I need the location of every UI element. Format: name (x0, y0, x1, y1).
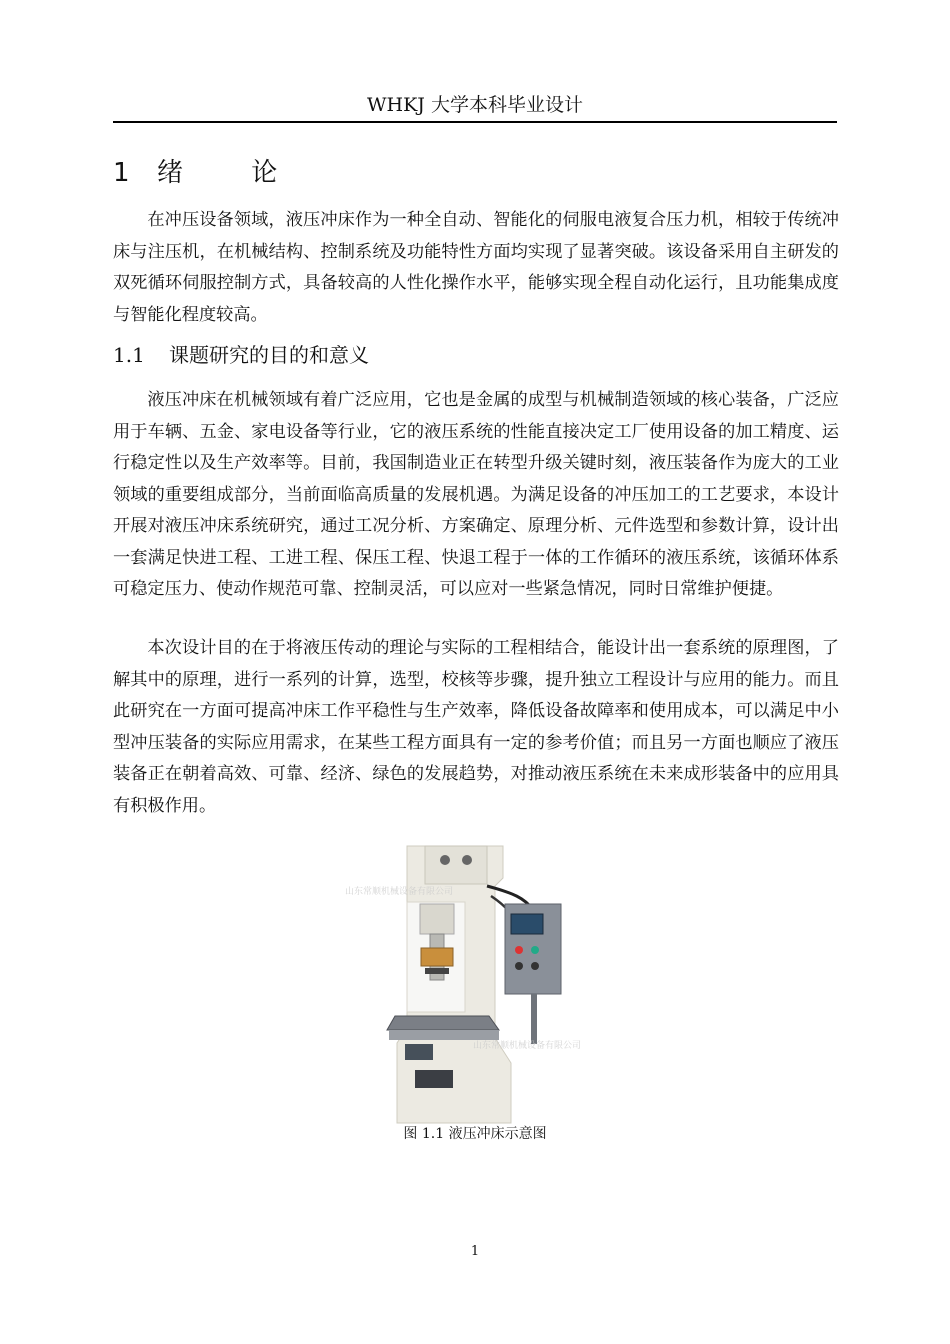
chapter-title: 绪 论 (157, 158, 308, 188)
section-heading (113, 340, 369, 370)
intro-paragraph: 在冲压设备领域，液压冲床作为一种全自动、智能化的伺服电液复合压力机，相较于传统冲床与注压机，在机械结构、控制系统及功能特性方面均实现了显著突破。该设备采用自主研发的双死循环伺服控制方式，具备较高的人性化操作水平，能够实现全程自动化运行，且功能集成度与智能化程度较高。 (113, 210, 839, 325)
header-rule (113, 121, 837, 123)
hydraulic-press-figure (345, 838, 582, 1128)
watermark-text-1: 山东常顺机械设备有限公司 (345, 887, 454, 897)
page-header (113, 92, 837, 118)
body-paragraph-1: 液压冲床在机械领域有着广泛应用，它也是金属的成型与机械制造领域的核心装备，广泛应用于车辆、五金、家电设备等行业，它的液压系统的性能直接决定工厂使用设备的加工精度、运行稳定性以及生产效率等。目前，我国制造业正在转型升级关键时刻，液压装备作为庞大的工业领域的重要组成部分，当前面临高质量的发展机遇。为满足设备的冲压加工的工艺要求，本设计开展对液压冲床系统研究，通过工况分析、方案确定、原理分析、元件选型和参数计算，设计出一套满足快进工程、工进工程、保压工程、快退工程于一体的工作循环的液压系统，该循环体系可稳定压力、使动作规范可靠、控制灵活，可以应对一些紧急情况，同时日常维护便捷。 (113, 390, 839, 599)
page-number: 1 (470, 1244, 480, 1259)
section-title: 课题研究的目的和意义 (169, 343, 369, 367)
body-paragraph-2: 本次设计目的在于将液压传动的理论与实际的工程相结合，能设计出一套系统的原理图，了解其中的原理，进行一系列的计算，选型，校核等步骤，提升独立工程设计与应用的能力。而且此研究在一方面可提高冲床工作平稳性与生产效率，降低设备故障率和使用成本，可以满足中小型冲压装备的实际应用需求，在某些工程方面具有一定的参考价值；而且另一方面也顺应了液压装备正在朝着高效、可靠、经济、绿色的发展趋势，对推动液压系统在未来成形装备中的应用具有积极作用。 (113, 638, 839, 816)
hydraulic-press-image (345, 838, 582, 1128)
chapter-number: 1 (113, 158, 131, 188)
watermark-text-2: 山东常顺机械设备有限公司 (473, 1041, 582, 1051)
figure-caption: 图 1.1 液压冲床示意图 (403, 1126, 547, 1142)
header-title: WHKJ 大学本科毕业设计 (367, 94, 583, 116)
section-number: 1.1 (113, 343, 145, 367)
chapter-heading (113, 155, 307, 191)
